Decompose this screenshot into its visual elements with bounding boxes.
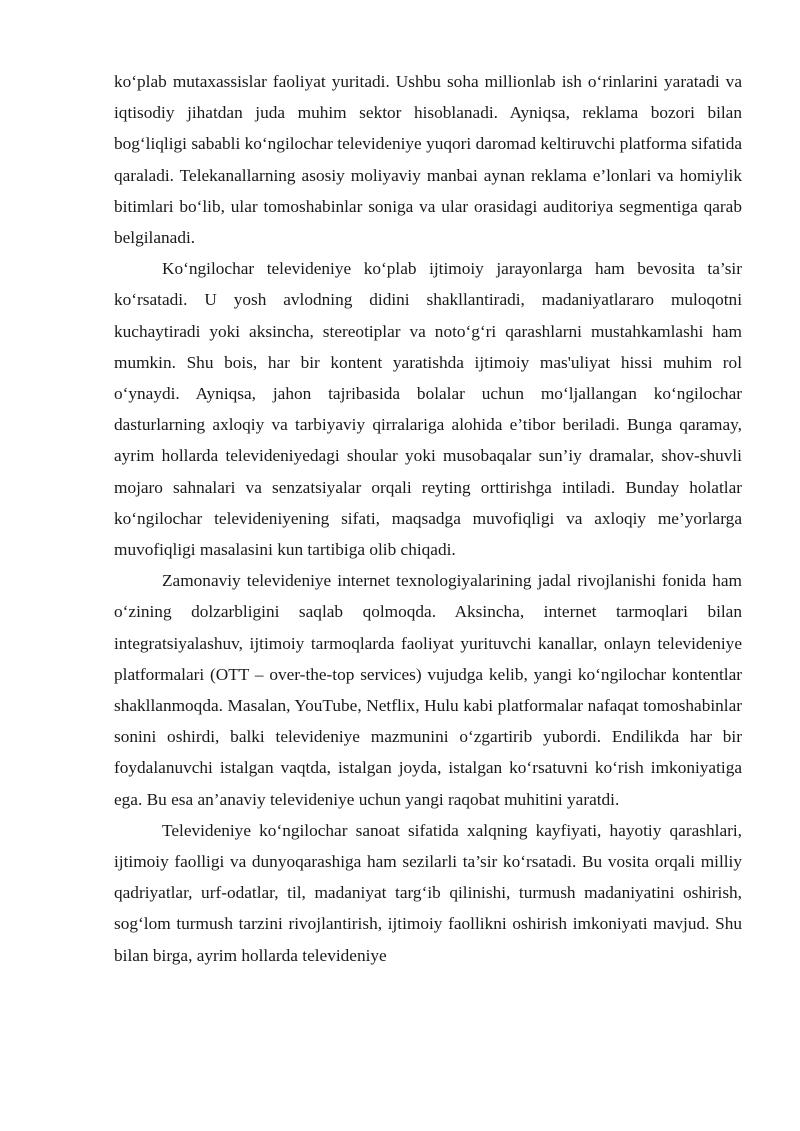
paragraph-continuation: ko‘plab mutaxassislar faoliyat yuritadi. Ushbu soha millionlab ish o‘rinlarini yaratadi va iqtisodiy jihatdan juda muhim sektor hisoblanadi. Ayniqsa, reklama bozori bilan bog‘liqligi sababli ko‘ngilochar televideniye yuqori daromad keltiruvchi platforma sifatida qaraladi. Telekanallarning asosiy moliyaviy manbai aynan reklama e’lonlari va homiylik bitimlari bo‘lib, ular tomoshabinlar soniga va ular orasidagi auditoriya segmentiga qarab belgilanadi. [114,72,742,248]
paragraph-internet-tv: Zamonaviy televideniye internet texnologiyalarining jadal rivojlanishi fonida ham o‘zining dolzarbligini saqlab qolmoqda. Aksincha, internet tarmoqlari bilan integratsiyalashuv, ijtimoiy tarmoqlarda faoliyat yurituvchi kanallar, onlayn televideniye platformalari (OTT – over-the-top services) vujudga kelib, yangi ko‘ngilochar kontentlar shakllanmoqda. Masalan, YouTube, Netflix, Hulu kabi platformalar nafaqat tomoshabinlar sonini oshirdi, balki televideniye mazmunini o‘zgartirib yubordi. Endilikda har bir foydalanuvchi istalgan vaqtda, istalgan joyda, istalgan ko‘rsatuvni ko‘rish imkoniyatiga ega. Bu esa an’anaviy televideniye uchun yangi raqobat muhitini yaratdi. [114,571,742,809]
document-page [114,66,742,971]
paragraph-entertainment-industry: Televideniye ko‘ngilochar sanoat sifatida xalqning kayfiyati, hayotiy qarashlari, ijtimoiy faolligi va dunyoqarashiga ham sezilarli ta’sir ko‘rsatadi. Bu vosita orqali milliy qadriyatlar, urf-odatlar, til, madaniyat targ‘ib qilinishi, turmush madaniyatini oshirish, sog‘lom turmush tarzini rivojlantirish, ijtimoiy faollikni oshirish imkoniyati mavjud. Shu bilan birga, ayrim hollarda televideniye [114,820,742,965]
paragraph-social-impact: Ko‘ngilochar televideniye ko‘plab ijtimoiy jarayonlarga ham bevosita ta’sir ko‘rsatadi. U yosh avlodning didini shakllantiradi, madaniyatlararo muloqotni kuchaytiradi yoki aksincha, stereotiplar va noto‘g‘ri qarashlarni mustahkamlashi ham mumkin. Shu bois, har bir kontent yaratishda ijtimoiy mas'uliyat hissi muhim rol o‘ynaydi. Ayniqsa, jahon tajribasida bolalar uchun mo‘ljallangan ko‘ngilochar dasturlarning axloqiy va tarbiyaviy qirralariga alohida e’tibor beriladi. Bunga qaramay, ayrim hollarda televideniyedagi shoular yoki musobaqalar sun’iy dramalar, shov-shuvli mojaro sahnalari va senzatsiyalar orqali reyting orttirishga intiladi. Bunday holatlar ko‘ngilochar televideniyening sifati, maqsadga muvofiqligi va axloqiy me’yorlarga muvofiqligi masalasini kun tartibiga olib chiqadi. [114,259,742,560]
